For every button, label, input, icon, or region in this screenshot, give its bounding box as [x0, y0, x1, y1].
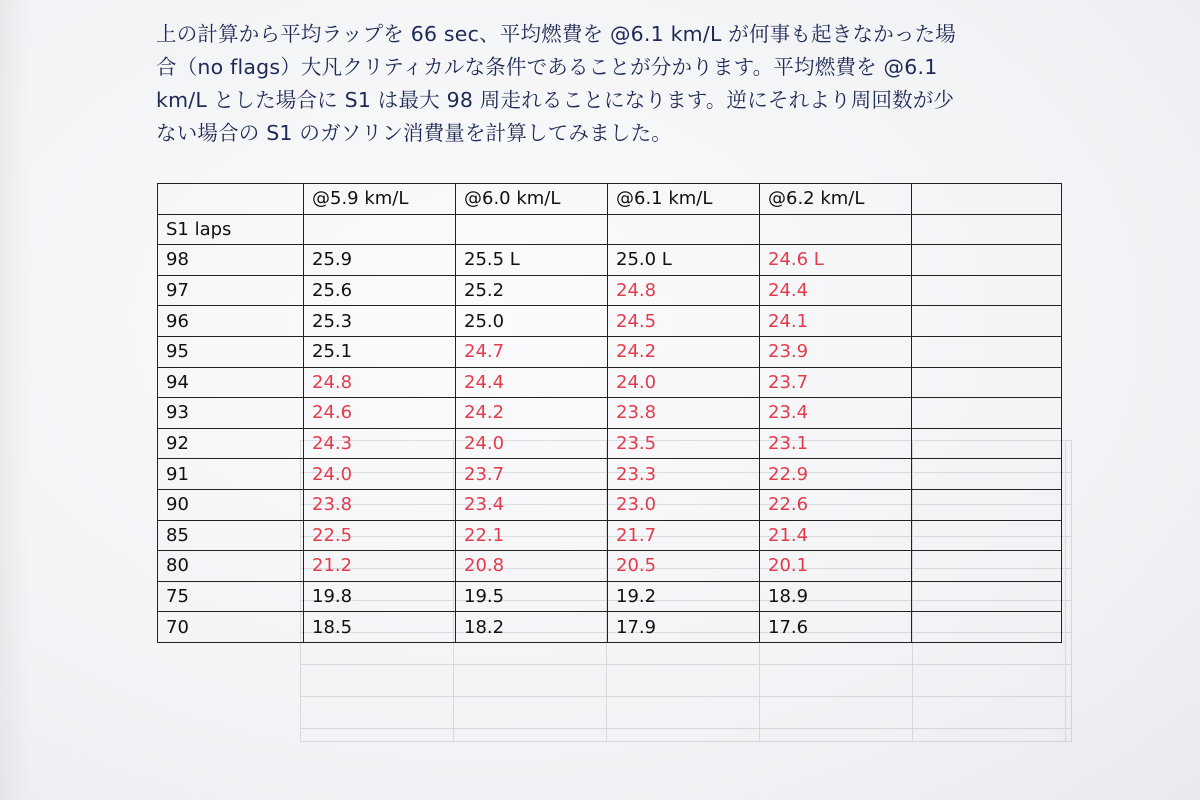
paragraph-line: km/L とした場合に S1 は最大 98 周走れることになります。逆にそれより周回数が少	[156, 88, 955, 112]
fuel-value-cell: 23.0	[608, 489, 760, 520]
header-cell-extra	[912, 184, 1062, 215]
fuel-value-cell: 23.8	[304, 489, 456, 520]
fuel-value-cell: 24.7	[456, 336, 608, 367]
extra-cell	[912, 398, 1062, 429]
header-row	[158, 184, 1062, 215]
table-row	[158, 306, 1062, 337]
fuel-consumption-table	[157, 183, 1062, 643]
fuel-value-cell: 23.7	[456, 459, 608, 490]
fuel-value-cell: 18.9	[760, 581, 912, 612]
table-row	[158, 520, 1062, 551]
fuel-value-cell: 20.8	[456, 551, 608, 582]
subheader-cell	[760, 214, 912, 245]
table-row	[158, 275, 1062, 306]
fuel-value-cell: 24.8	[608, 275, 760, 306]
header-cell-corner	[158, 184, 304, 215]
paper-edge-shadow	[0, 0, 30, 800]
extra-cell	[912, 459, 1062, 490]
laps-cell: 97	[158, 275, 304, 306]
fuel-value-cell: 23.7	[760, 367, 912, 398]
laps-cell: 95	[158, 336, 304, 367]
fuel-value-cell: 21.7	[608, 520, 760, 551]
fuel-value-cell: 23.9	[760, 336, 912, 367]
table-row	[158, 336, 1062, 367]
fuel-value-cell: 17.9	[608, 612, 760, 643]
laps-cell: 85	[158, 520, 304, 551]
fuel-value-cell: 23.4	[760, 398, 912, 429]
table-row	[158, 551, 1062, 582]
fuel-value-cell: 19.2	[608, 581, 760, 612]
subheader-cell	[304, 214, 456, 245]
fuel-value-cell: 21.4	[760, 520, 912, 551]
laps-cell: 92	[158, 428, 304, 459]
fuel-value-cell: 24.1	[760, 306, 912, 337]
laps-cell: 91	[158, 459, 304, 490]
table-row	[158, 489, 1062, 520]
fuel-value-cell: 25.6	[304, 275, 456, 306]
fuel-value-cell: 24.5	[608, 306, 760, 337]
fuel-value-cell: 24.2	[456, 398, 608, 429]
fuel-value-cell: 24.0	[304, 459, 456, 490]
fuel-value-cell: 25.3	[304, 306, 456, 337]
fuel-value-cell: 17.6	[760, 612, 912, 643]
extra-cell	[912, 275, 1062, 306]
laps-column-label: S1 laps	[158, 214, 304, 245]
extra-cell	[912, 245, 1062, 276]
table-row	[158, 398, 1062, 429]
fuel-value-cell: 22.1	[456, 520, 608, 551]
fuel-value-cell: 21.2	[304, 551, 456, 582]
laps-cell: 80	[158, 551, 304, 582]
fuel-value-cell: 23.5	[608, 428, 760, 459]
paragraph-line: ない場合の S1 のガソリン消費量を計算してみました。	[156, 121, 672, 145]
header-cell-6-1: @6.1 km/L	[608, 184, 760, 215]
subheader-cell	[456, 214, 608, 245]
extra-cell	[912, 520, 1062, 551]
fuel-value-cell: 24.3	[304, 428, 456, 459]
extra-cell	[912, 306, 1062, 337]
extra-cell	[912, 581, 1062, 612]
fuel-value-cell: 19.8	[304, 581, 456, 612]
table-row	[158, 428, 1062, 459]
table-row	[158, 459, 1062, 490]
header-cell-5-9: @5.9 km/L	[304, 184, 456, 215]
laps-cell: 93	[158, 398, 304, 429]
extra-cell	[912, 336, 1062, 367]
fuel-value-cell: 25.5 L	[456, 245, 608, 276]
fuel-value-cell: 22.5	[304, 520, 456, 551]
fuel-value-cell: 25.1	[304, 336, 456, 367]
intro-paragraph	[156, 18, 1056, 150]
laps-cell: 96	[158, 306, 304, 337]
fuel-value-cell: 23.3	[608, 459, 760, 490]
header-cell-6-2: @6.2 km/L	[760, 184, 912, 215]
extra-cell	[912, 489, 1062, 520]
table-row	[158, 367, 1062, 398]
fuel-value-cell: 22.6	[760, 489, 912, 520]
fuel-value-cell: 25.2	[456, 275, 608, 306]
fuel-value-cell: 18.5	[304, 612, 456, 643]
fuel-value-cell: 24.2	[608, 336, 760, 367]
fuel-value-cell: 25.0 L	[608, 245, 760, 276]
table-row	[158, 245, 1062, 276]
fuel-value-cell: 25.0	[456, 306, 608, 337]
laps-cell: 98	[158, 245, 304, 276]
fuel-value-cell: 23.1	[760, 428, 912, 459]
laps-cell: 90	[158, 489, 304, 520]
fuel-value-cell: 22.9	[760, 459, 912, 490]
subheader-cell	[608, 214, 760, 245]
fuel-value-cell: 24.6 L	[760, 245, 912, 276]
extra-cell	[912, 367, 1062, 398]
subheader-row	[158, 214, 1062, 245]
fuel-value-cell: 24.4	[456, 367, 608, 398]
fuel-value-cell: 24.0	[608, 367, 760, 398]
paragraph-line: 合（no flags）大凡クリティカルな条件であることが分かります。平均燃費を @6.1	[156, 55, 938, 79]
table-row	[158, 581, 1062, 612]
paragraph-line: 上の計算から平均ラップを 66 sec、平均燃費を @6.1 km/L が何事も起きなかった場	[156, 22, 956, 46]
fuel-value-cell: 24.6	[304, 398, 456, 429]
fuel-value-cell: 18.2	[456, 612, 608, 643]
table-row	[158, 612, 1062, 643]
fuel-value-cell: 24.4	[760, 275, 912, 306]
laps-cell: 75	[158, 581, 304, 612]
laps-cell: 70	[158, 612, 304, 643]
fuel-value-cell: 24.8	[304, 367, 456, 398]
fuel-value-cell: 23.4	[456, 489, 608, 520]
header-cell-6-0: @6.0 km/L	[456, 184, 608, 215]
fuel-value-cell: 19.5	[456, 581, 608, 612]
fuel-value-cell: 20.1	[760, 551, 912, 582]
extra-cell	[912, 612, 1062, 643]
laps-cell: 94	[158, 367, 304, 398]
fuel-value-cell: 25.9	[304, 245, 456, 276]
fuel-value-cell: 20.5	[608, 551, 760, 582]
fuel-value-cell: 23.8	[608, 398, 760, 429]
extra-cell	[912, 551, 1062, 582]
extra-cell	[912, 428, 1062, 459]
subheader-cell	[912, 214, 1062, 245]
fuel-value-cell: 24.0	[456, 428, 608, 459]
